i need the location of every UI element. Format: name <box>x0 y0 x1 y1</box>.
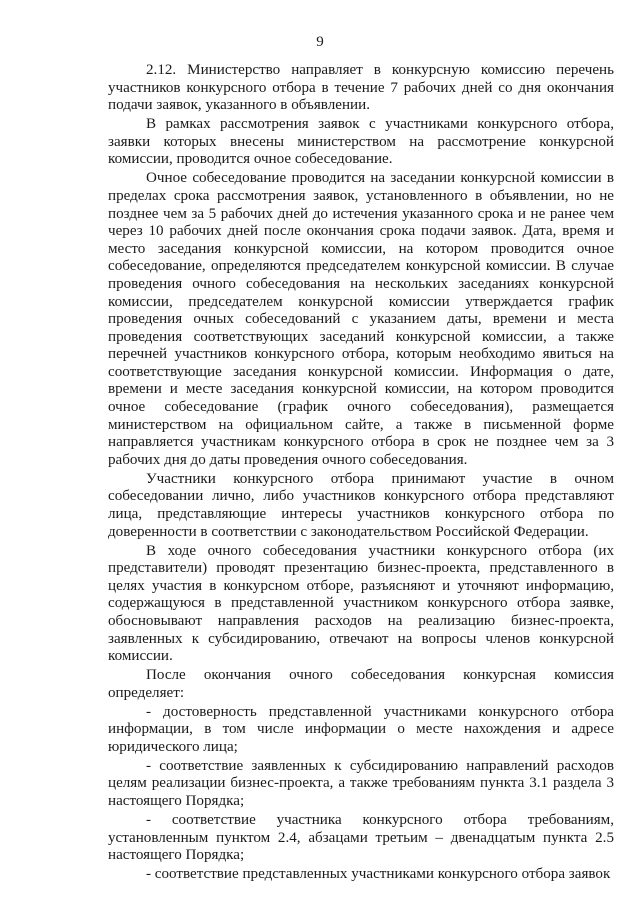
paragraph-interview-scope: В рамках рассмотрения заявок с участниками конкурсного отбора, заявки которых внесены министерством на рассмотрение конкурсной комиссии, проводится очное собеседование. <box>108 116 614 168</box>
list-item-application-conformity: - соответствие представленных участниками конкурсного отбора заявок <box>146 866 611 883</box>
paragraph-participation: Участники конкурсного отбора принимают участие в очном собеседовании лично, либо участников конкурсного отбора представляют лица, представляющие интересы участников конкурсного отбора по доверенности в соответствии с законодательством Российской Федерации. <box>108 470 614 540</box>
list-item-expense-conformity: - соответствие заявленных к субсидированию направлений расходов целям реализации бизнес-проекта, а также требованиям пункта 3.1 раздела 3 настоящего Порядка; <box>108 757 614 810</box>
list-item-participant-conformity: - соответствие участника конкурсного отбора требованиям, установленным пунктом 2.4, абзацами третьим – двенадцатым пункта 2.5 настоящего Порядка; <box>108 812 614 864</box>
document-body <box>108 62 614 885</box>
paragraph-interview-schedule: Очное собеседование проводится на заседании конкурсной комиссии в пределах срока рассмотрения заявок, установленного в объявлении, но не позднее чем за 5 рабочих дней до истечения указанного срока и не ранее чем через 10 рабочих дней после окончания срока подачи заявок. Дата, время и место заседания конкурсной комиссии, на котором проводится очное собеседование, определяются председателем конкурсной комиссии. В случае проведения очного собеседования на нескольких заседаниях конкурсной комиссии, председателем конкурсной комиссии утверждается график проведения очных собеседований с указанием даты, времени и места проведения соответствующих заседаний конкурсной комиссии, а также перечней участников конкурсного отбора, которым необходимо явиться на соответствующие заседания конкурсной комиссии. Информация о дате, времени и месте заседания конкурсной комиссии, на котором проводится очное собеседование (график очного собеседования), размещается министерством на официальном сайте, а также в письменной форме направляется участникам конкурсного отбора в срок не позднее чем за 3 рабочих дня до даты проведения очного собеседования. <box>108 170 614 468</box>
paragraph-commission-determines: После окончания очного собеседования конкурсная комиссия определяет: <box>108 667 614 701</box>
list-item-reliability: - достоверность представленной участниками конкурсного отбора информации, в том числе информации о месте нахождения и адресе юридического лица; <box>108 703 614 755</box>
paragraph-2-12: 2.12. Министерство направляет в конкурсную комиссию перечень участников конкурсного отбора в течение 7 рабочих дней со дня окончания подачи заявок, указанного в объявлении. <box>108 62 614 114</box>
paragraph-presentation: В ходе очного собеседования участники конкурсного отбора (их представители) проводят презентацию бизнес-проекта, представленного в целях участия в конкурсном отборе, разъясняют и уточняют информацию, содержащуюся в представленной участником конкурсного отбора заявке, обосновывают направления расходов на реализацию бизнес-проекта, заявленных к субсидированию, отвечают на вопросы членов конкурсной комиссии. <box>108 542 614 665</box>
page-number: 9 <box>316 34 324 50</box>
